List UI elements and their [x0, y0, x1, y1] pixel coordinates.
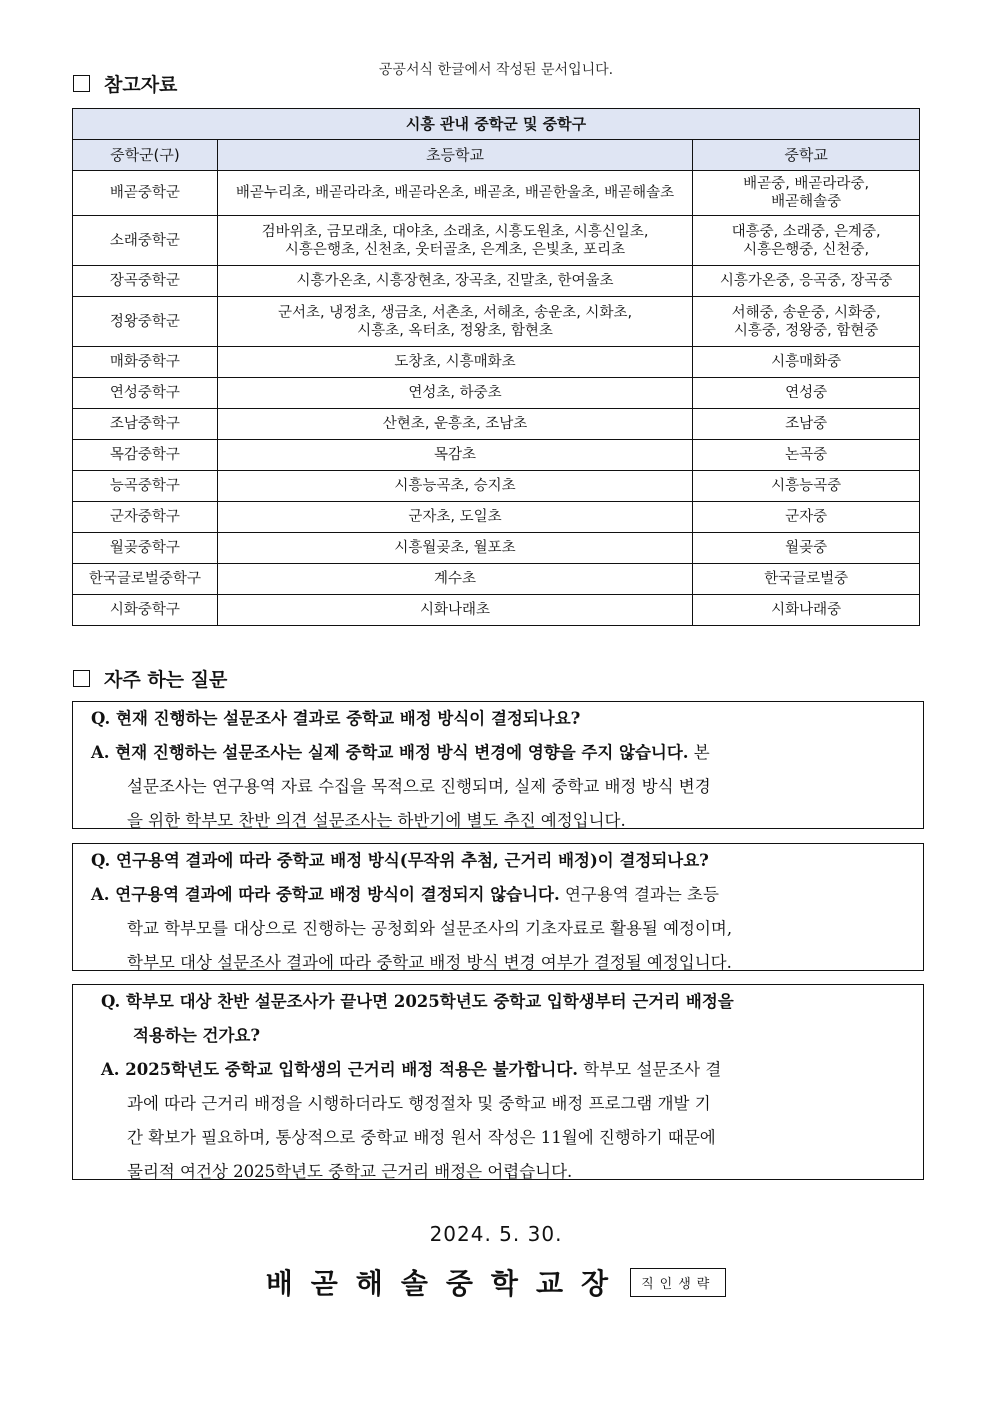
faq-question: Q. 현재 진행하는 설문조사 결과로 중학교 배정 방식이 결정되나요?: [91, 709, 581, 728]
district-table: [72, 108, 920, 626]
table-row: [73, 440, 920, 471]
cell-middle: 시흥능곡중: [693, 471, 920, 502]
cell-middle: 조남중: [693, 409, 920, 440]
cell-elementary: 시흥가온초, 시흥장현초, 장곡초, 진말초, 한여울초: [217, 266, 692, 297]
section-references-label: 참고자료: [104, 74, 178, 96]
faq-answer-lead: A. 현재 진행하는 설문조사는 실제 중학교 배정 방식 변경에 영향을 주지 않습니다.: [91, 743, 689, 762]
cell-elementary: 배곧누리초, 배곧라라초, 배곧라온초, 배곧초, 배곧한울초, 배곧해솔초: [217, 171, 692, 216]
cell-district: 군자중학구: [73, 502, 218, 533]
header-middle: 중학교: [693, 140, 920, 171]
checkbox-square-icon: [73, 75, 90, 92]
cell-middle: 시흥가온중, 응곡중, 장곡중: [693, 266, 920, 297]
cell-district: 능곡중학구: [73, 471, 218, 502]
faq-answer-line: 간 확보가 필요하며, 통상적으로 중학교 배정 원서 작성은 11월에 진행하기 때문에: [127, 1128, 716, 1147]
document-notice: 공공서식 한글에서 작성된 문서입니다.: [378, 62, 614, 78]
cell-district: 한국글로벌중학구: [73, 564, 218, 595]
table-row: [73, 216, 920, 266]
cell-district: 정왕중학군: [73, 297, 218, 347]
faq-answer: [73, 736, 923, 770]
cell-district: 매화중학구: [73, 347, 218, 378]
faq-answer-line: 물리적 여건상 2025학년도 중학교 근거리 배정은 어렵습니다.: [127, 1162, 573, 1181]
table-row: [73, 297, 920, 347]
faq-question: Q. 학부모 대상 찬반 설문조사가 끝나면 2025학년도 중학교 입학생부터 근거리 배정을: [101, 992, 734, 1011]
document-date: 2024. 5. 30.: [429, 1222, 563, 1246]
faq-answer-text: 학부모 설문조사 결: [578, 1060, 722, 1079]
faq-answer-lead: A. 연구용역 결과에 따라 중학교 배정 방식이 결정되지 않습니다.: [91, 885, 560, 904]
cell-middle: 시흥매화중: [693, 347, 920, 378]
cell-middle: 연성중: [693, 378, 920, 409]
faq-answer-line: 학교 학부모를 대상으로 진행하는 공청회와 설문조사의 기초자료로 활용될 예정이며,: [127, 919, 733, 938]
table-row: [73, 533, 920, 564]
cell-elementary: 검바위초, 금모래초, 대야초, 소래초, 시흥도원초, 시흥신일초, 시흥은행초, 신천초, 웃터골초, 은계초, 은빛초, 포리초: [217, 216, 692, 266]
table-row: [73, 471, 920, 502]
table-body: [73, 171, 920, 626]
cell-elementary: 목감초: [217, 440, 692, 471]
faq-item-2: [72, 843, 924, 971]
faq-answer-text: 본: [688, 743, 710, 762]
faq-answer: [73, 1053, 923, 1087]
table-row: [73, 266, 920, 297]
faq-question: Q. 연구용역 결과에 따라 중학교 배정 방식(무작위 추첨, 근거리 배정)이 결정되나요?: [91, 851, 709, 870]
table-row: [73, 347, 920, 378]
faq-item-1: [72, 701, 924, 829]
cell-elementary: 연성초, 하중초: [217, 378, 692, 409]
faq-question-cont: 적용하는 건가요?: [133, 1026, 260, 1045]
signature-block: [0, 1262, 992, 1302]
faq-answer-line: 과에 따라 근거리 배정을 시행하더라도 행정절차 및 중학교 배정 프로그램 개발 기: [127, 1094, 711, 1113]
section-faq-title: [73, 665, 227, 692]
table-row: [73, 564, 920, 595]
cell-district: 목감중학구: [73, 440, 218, 471]
cell-elementary: 산현초, 운흥초, 조남초: [217, 409, 692, 440]
faq-answer-line: 학부모 대상 설문조사 결과에 따라 중학교 배정 방식 변경 여부가 결정될 예정입니다.: [127, 953, 732, 972]
faq-answer-line: 을 위한 학부모 찬반 의견 설문조사는 하반기에 별도 추진 예정입니다.: [127, 811, 626, 830]
cell-middle: 월곶중: [693, 533, 920, 564]
cell-district: 장곡중학군: [73, 266, 218, 297]
table-caption: 시흥 관내 중학군 및 중학구: [73, 109, 920, 140]
seal-omitted-box: 직인생략: [630, 1268, 726, 1297]
cell-elementary: 군서초, 냉정초, 생금초, 서촌초, 서해초, 송운초, 시화초, 시흥초, 옥터초, 정왕초, 함현초: [217, 297, 692, 347]
cell-elementary: 계수초: [217, 564, 692, 595]
section-references-title: [73, 70, 177, 97]
school-principal-sign: 배곧해솔중학교장: [265, 1267, 627, 1300]
cell-district: 소래중학군: [73, 216, 218, 266]
header-elementary: 초등학교: [217, 140, 692, 171]
faq-answer-lead: A. 2025학년도 중학교 입학생의 근거리 배정 적용은 불가합니다.: [101, 1060, 579, 1079]
cell-middle: 서해중, 송운중, 시화중, 시흥중, 정왕중, 함현중: [693, 297, 920, 347]
cell-elementary: 시흥능곡초, 승지초: [217, 471, 692, 502]
cell-elementary: 도창초, 시흥매화초: [217, 347, 692, 378]
cell-district: 연성중학구: [73, 378, 218, 409]
table-row: [73, 378, 920, 409]
table-row: [73, 595, 920, 626]
faq-answer-line: 설문조사는 연구용역 자료 수집을 목적으로 진행되며, 실제 중학교 배정 방식 변경: [127, 777, 711, 796]
cell-middle: 군자중: [693, 502, 920, 533]
cell-elementary: 시흥월곶초, 월포초: [217, 533, 692, 564]
faq-answer: [73, 878, 923, 912]
cell-middle: 논곡중: [693, 440, 920, 471]
cell-district: 조남중학구: [73, 409, 218, 440]
table-row: [73, 171, 920, 216]
table-row: [73, 409, 920, 440]
cell-middle: 시화나래중: [693, 595, 920, 626]
table-row: [73, 502, 920, 533]
cell-middle: 한국글로벌중: [693, 564, 920, 595]
header-district: 중학군(구): [73, 140, 218, 171]
faq-item-3: [72, 984, 924, 1180]
cell-elementary: 군자초, 도일초: [217, 502, 692, 533]
cell-elementary: 시화나래초: [217, 595, 692, 626]
cell-district: 배곧중학군: [73, 171, 218, 216]
faq-answer-text: 연구용역 결과는 초등: [559, 885, 719, 904]
cell-district: 월곶중학구: [73, 533, 218, 564]
checkbox-square-icon: [73, 670, 90, 687]
section-faq-label: 자주 하는 질문: [104, 669, 228, 691]
cell-middle: 배곧중, 배곧라라중, 배곧해솔중: [693, 171, 920, 216]
cell-middle: 대흥중, 소래중, 은계중, 시흥은행중, 신천중,: [693, 216, 920, 266]
cell-district: 시화중학구: [73, 595, 218, 626]
